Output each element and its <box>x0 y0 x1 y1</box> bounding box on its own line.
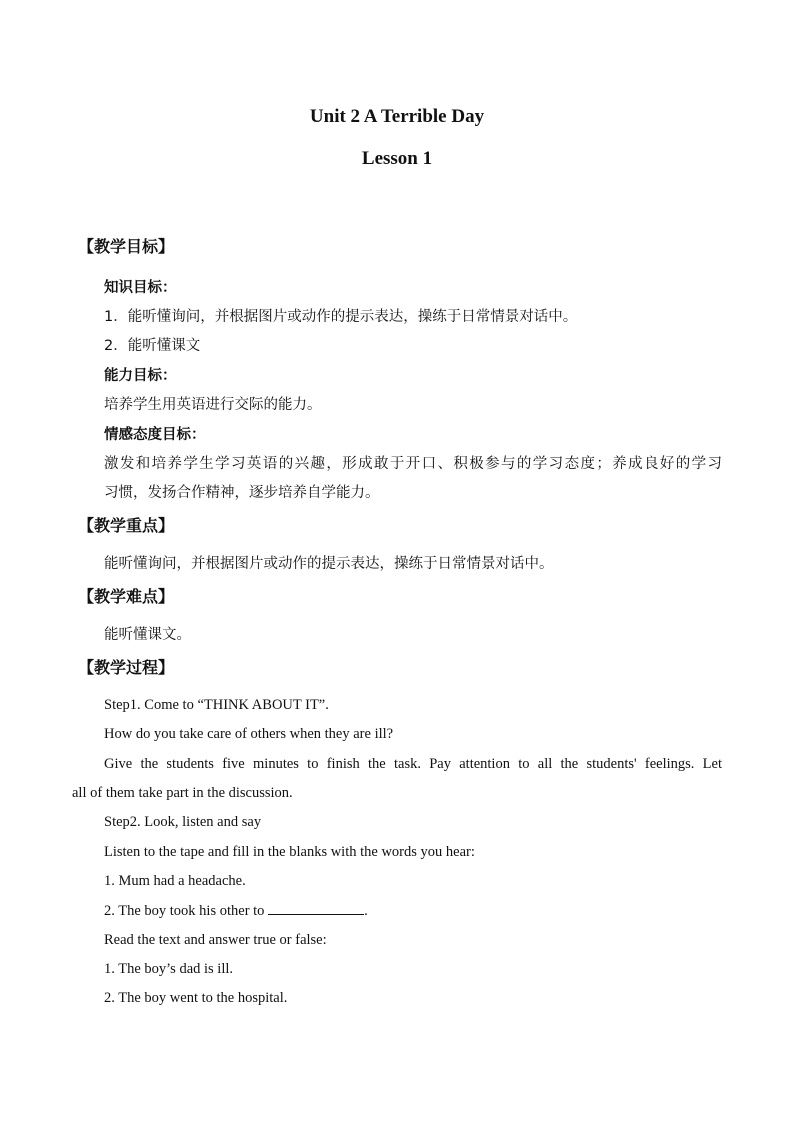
knowledge-item-2: 2．能听懂课文 <box>104 338 201 354</box>
step2-text: Step2. Look, listen and say <box>104 814 262 830</box>
knowledge-label: 知识目标： <box>104 280 177 296</box>
task-instruction-line2: all of them take part in the discussion. <box>72 785 293 801</box>
unit-title: Unit 2 A Terrible Day <box>309 106 485 127</box>
ability-text: 培养学生用英语进行交际的能力。 <box>104 397 322 413</box>
blank-item-2 <box>104 902 368 920</box>
lesson-title: Lesson 1 <box>361 148 433 169</box>
section-heading-process: 【教学过程】 <box>78 658 175 677</box>
true-false-item-1: 1. The boy’s dad is ill. <box>104 961 234 977</box>
task-instruction-line1: Give the students five minutes to finish the task. Pay attention to all the students' feelings. Let <box>104 756 722 772</box>
read-instruction: Read the text and answer true or false: <box>104 932 327 948</box>
emotion-label: 情感态度目标： <box>104 427 206 443</box>
step1-text: Step1. Come to “THINK ABOUT IT”. <box>104 697 329 713</box>
fill-in-blank <box>268 902 364 915</box>
question-text: How do you take care of others when they are ill? <box>104 726 394 742</box>
true-false-item-2: 2. The boy went to the hospital. <box>104 990 288 1006</box>
section-heading-objectives: 【教学目标】 <box>78 237 175 256</box>
blank-item-1: 1. Mum had a headache. <box>104 873 246 889</box>
ability-label: 能力目标： <box>104 368 177 384</box>
emotion-text-line1: 激发和培养学生学习英语的兴趣，形成敢于开口、积极参与的学习态度；养成良好的学习 <box>104 456 722 472</box>
difficult-points-text: 能听懂课文。 <box>104 627 191 643</box>
key-points-text: 能听懂询问，并根据图片或动作的提示表达，操练于日常情景对话中。 <box>104 556 554 572</box>
knowledge-item-1: 1．能听懂询问，并根据图片或动作的提示表达，操练于日常情景对话中。 <box>104 309 578 325</box>
listen-instruction: Listen to the tape and fill in the blanks with the words you hear: <box>104 844 475 860</box>
blank-item-2-prefix: 2. The boy took his other to <box>104 903 269 919</box>
blank-item-2-suffix: . <box>364 903 368 919</box>
emotion-text-line2: 习惯，发扬合作精神，逐步培养自学能力。 <box>104 485 380 501</box>
section-heading-key-points: 【教学重点】 <box>78 516 175 535</box>
section-heading-difficult-points: 【教学难点】 <box>78 587 175 606</box>
